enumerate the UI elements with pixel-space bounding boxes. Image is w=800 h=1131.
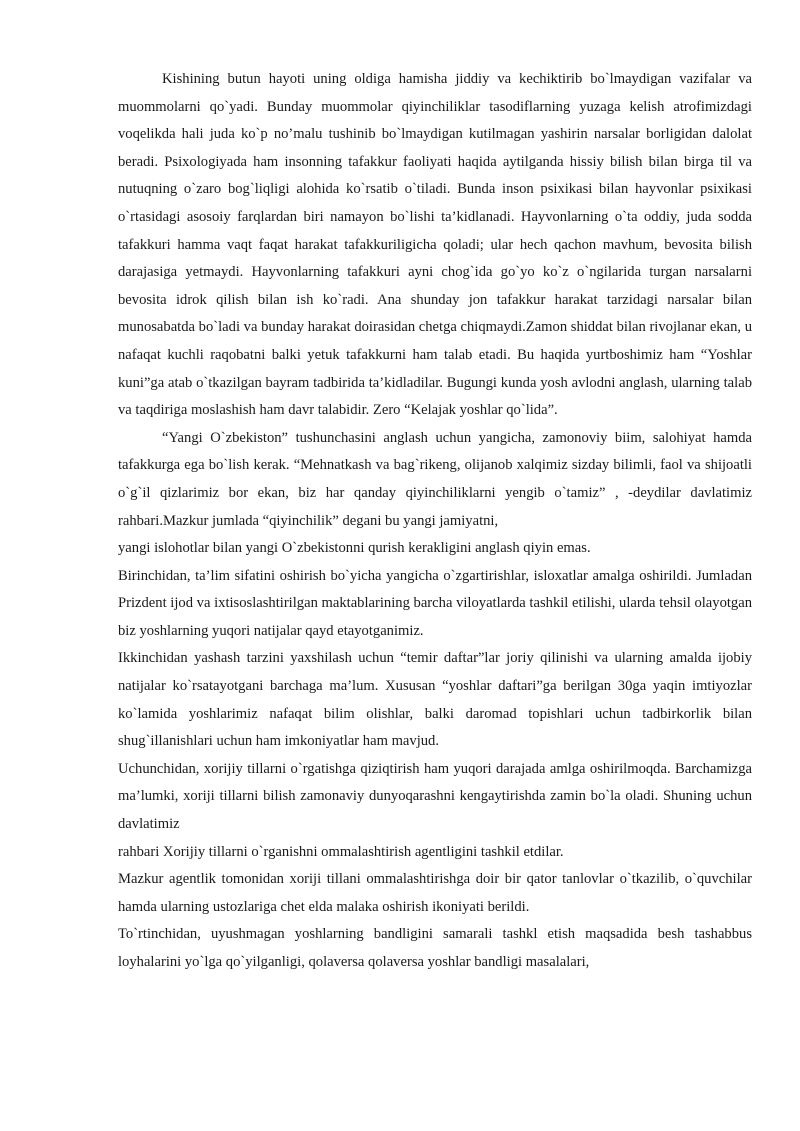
paragraph-agency-contests: Mazkur agentlik tomonidan xoriji tillani ommalashtirishga doir bir qator tanlovlar o`tkazilib, o`quvchilar hamda ularning ustozlariga chet elda malaka oshirish ikoniyati berildi. (118, 871, 752, 915)
paragraph-agency-line: rahbari Xorijiy tillarni o`rganishni ommalashtirish agentligini tashkil etdilar. (118, 843, 564, 860)
paragraph-reforms-line: yangi islohotlar bilan yangi O`zbekistonni qurish kerakligini anglash qiyin emas. (118, 540, 591, 557)
paragraph-second-point: Ikkinchidan yashash tarzini yaxshilash uchun “temir daftar”lar joriy qilinishi va ularning amalda ijobiy natijalar ko`rsatayotgani barchaga ma’lum. Xususan “yoshlar daftari”ga berilgan 30ga yaqin imtiyozlar ko`lamida yoshlarimiz nafaqat bilim olishlar, balki daromad topishlari uchun tadbirkorlik bilan shug`illanishlari uchun ham imkoniyatlar ham mavjud. (118, 650, 752, 750)
paragraph-fourth-point: To`rtinchidan, uyushmagan yoshlarning bandligini samarali tashkl etish maqsadida besh tashabbus loyhalarini yo`lga qo`yilganligi, qolaversa qolaversa yoshlar bandligi masalalari, (118, 926, 752, 970)
paragraph-third-point: Uchunchidan, xorijiy tillarni o`rgatishga qiziqtirish ham yuqori darajada amlga oshirilmoqda. Barchamizga ma’lumki, xoriji tillarni bilish zamonaviy dunyoqarashni kengaytirishda zamin bo`la oladi. Shuning uchun davlatimiz (118, 760, 752, 833)
paragraph-new-uzbekistan: “Yangi O`zbekiston” tushunchasini anglash uchun yangicha, zamonoviy biim, salohiyat hamda tafakkurga ega bo`lish kerak. “Mehnatkash va bag`rikeng, olijanob xalqimiz sizday bilimli, faol va shijoatli o`g`il qizlarimiz bor ekan, biz har qanday qiyinchiliklarni yengib o`tamiz” , -deydilar davlatimiz rahbari.Mazkur jumlada “qiyinchilik” degani bu yangi jamiyatni, (118, 429, 752, 529)
document-page (118, 66, 752, 977)
paragraph-first-point: Birinchidan, ta’lim sifatini oshirish bo`yicha yangicha o`zgartirishlar, isloxatlar amalga oshirildi. Jumladan Prizdent ijod va ixtisoslashtirilgan maktablarining barcha viloyatlarda tashkil etilishi, ularda tehsil olayotgan biz yoshlarning yuqori natijalar qayd etayotganimiz. (118, 567, 752, 639)
paragraph-intro: Kishining butun hayoti uning oldiga hamisha jiddiy va kechiktirib bo`lmaydigan vazifalar va muommolarni qo`yadi. Bunday muommolar qiyinchiliklar tasodiflarning yuzaga kelish atrofimizdagi voqelikda hali juda ko`p no’malu tushinib bo`lmaydigan kutilmagan yashirin narsalar borligidan dalolat beradi. Psixologiyada ham insonning tafakkur faoliyati haqida aytilganda hissiy bilish bilan birga til va nutuqning o`zaro bog`liqligi alohida ko`rsatib o`tiladi. Bunda inson psixikasi bilan hayvonlar psixikasi o`rtasidagi asosoiy farqlardan biri namayon bo`lishi ta’kidlanadi. Hayvonlarning o`ta oddiy, juda sodda tafakkuri hamma vaqt faqat harakat tafakkuriligicha qoladi; ular hech qachon mavhum, bevosita bilish darajasiga yetmaydi. Hayvonlarning tafakkuri ayni chog`ida go`yo ko`z o`ngilarida turgan narsalarni bevosita idrok qilish bilan ish ko`radi. Ana shunday jon tafakkur harakat tarzidagi narsalar bilan munosabatda bo`ladi va bunday harakat doirasidan chetga chiqmaydi.Zamon shiddat bilan rivojlanar ekan, u nafaqat kuchli raqobatni balki yetuk tafakkurni ham talab etadi. Bu haqida yurtboshimiz ham “Yoshlar kuni”ga atab o`tkazilgan bayram tadbirida ta’kidladilar. Bugungi kunda yosh avlodni anglash, ularning talab va taqdiriga moslashish ham davr talabidir. Zero “Kelajak yoshlar qo`lida”. (118, 71, 752, 419)
